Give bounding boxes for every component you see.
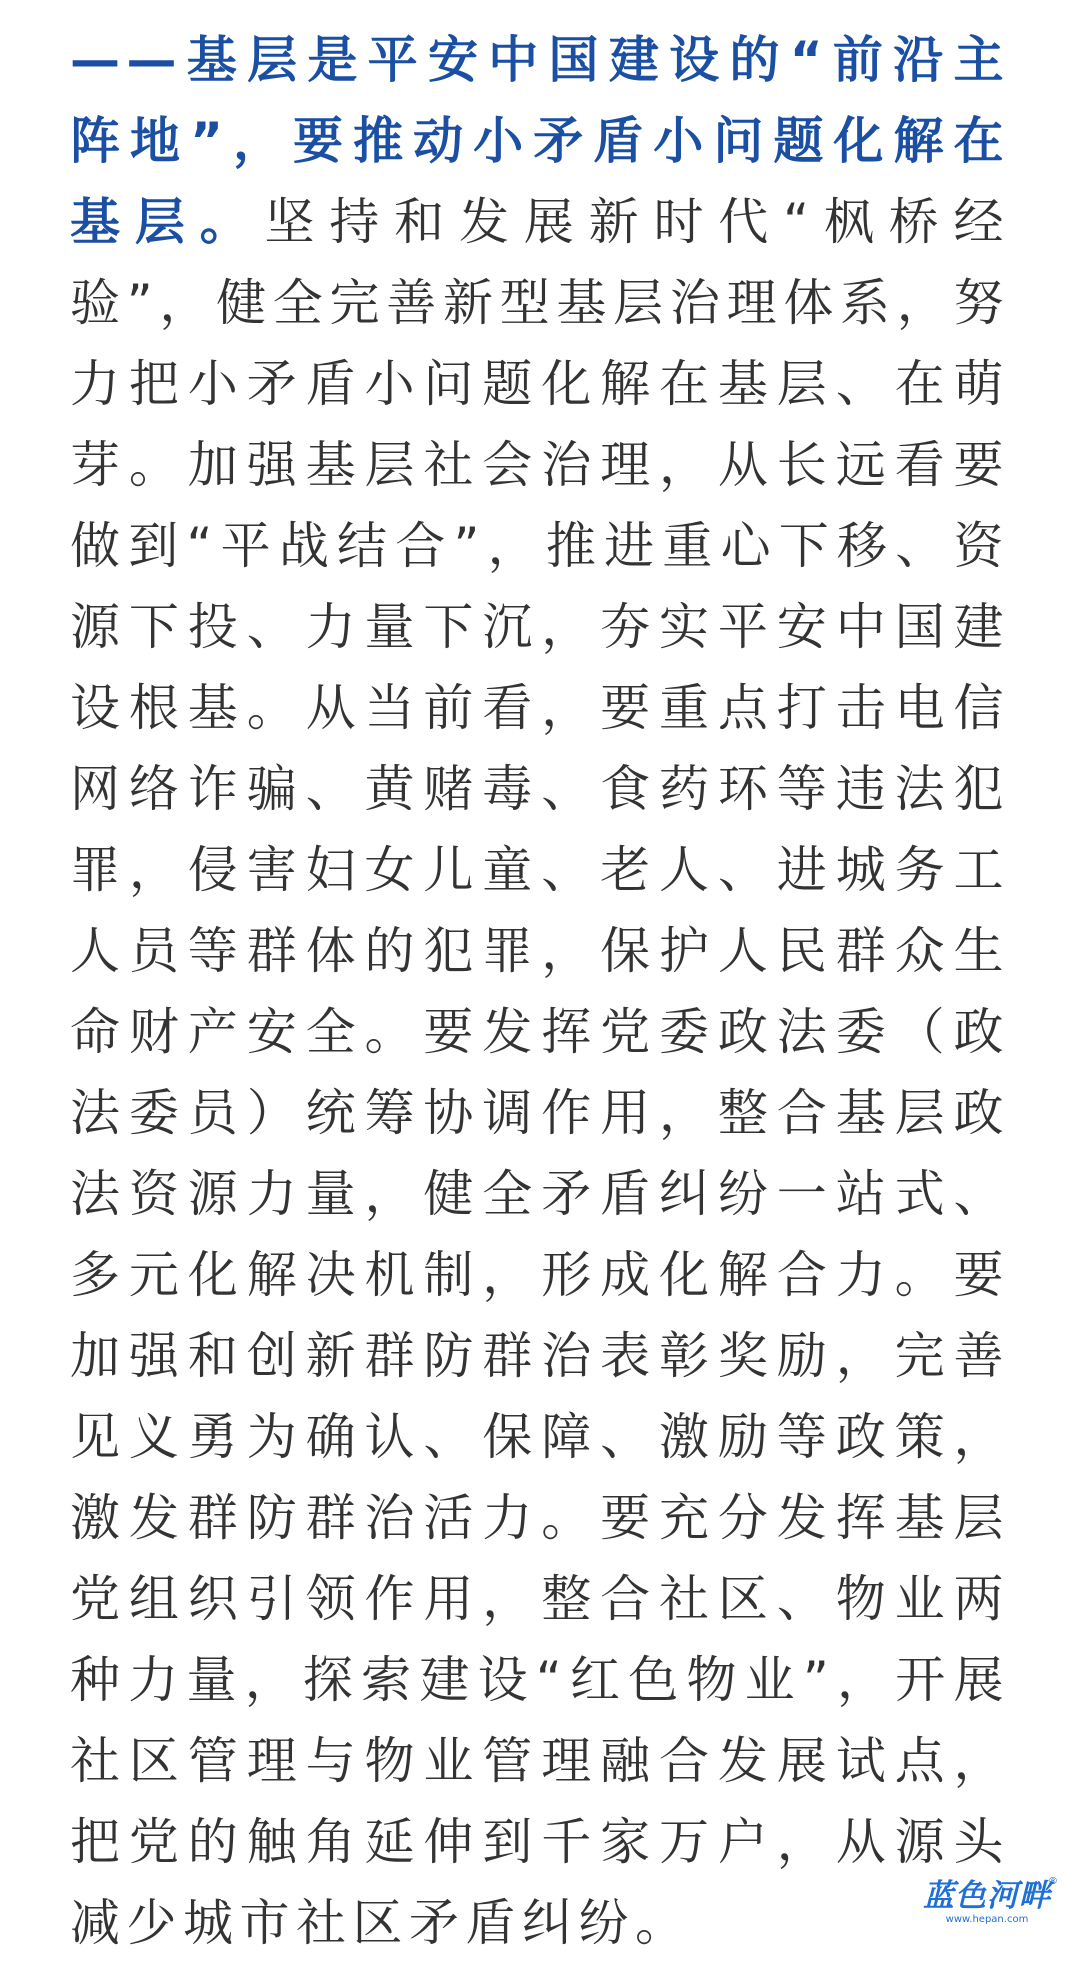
registered-mark-icon: ® bbox=[1048, 1876, 1058, 1887]
watermark-url: www.hepan.com bbox=[945, 1914, 1029, 1925]
article-paragraph bbox=[70, 20, 1010, 1964]
lead-sentence: ——基层是平安中国建设的“前沿主阵地”，要推动小矛盾小问题化解在基层。 bbox=[70, 31, 1010, 251]
watermark-logo-text: 蓝色河畔 bbox=[923, 1878, 1051, 1914]
watermark-logo bbox=[922, 1876, 1058, 1936]
body-text: 坚持和发展新时代“枫桥经验”，健全完善新型基层治理体系，努力把小矛盾小问题化解在基层、在萌芽。加强基层社会治理，从长远看要做到“平战结合”，推进重心下移、资源下投、力量下沉，夯实平安中国建设根基。从当前看，要重点打击电信网络诈骗、黄赌毒、食药环等违法犯罪，侵害妇女儿童、老人、进城务工人员等群体的犯罪，保护人民群众生命财产安全。要发挥党委政法委（政法委员）统筹协调作用，整合基层政法资源力量，健全矛盾纠纷一站式、多元化解决机制，形成化解合力。要加强和创新群防群治表彰奖励，完善见义勇为确认、保障、激励等政策，激发群防群治活力。要充分发挥基层党组织引领作用，整合社区、物业两种力量，探索建设“红色物业”，开展社区管理与物业管理融合发展试点，把党的触角延伸到千家万户，从源头减少城市社区矛盾纠纷。 bbox=[70, 193, 1010, 1952]
